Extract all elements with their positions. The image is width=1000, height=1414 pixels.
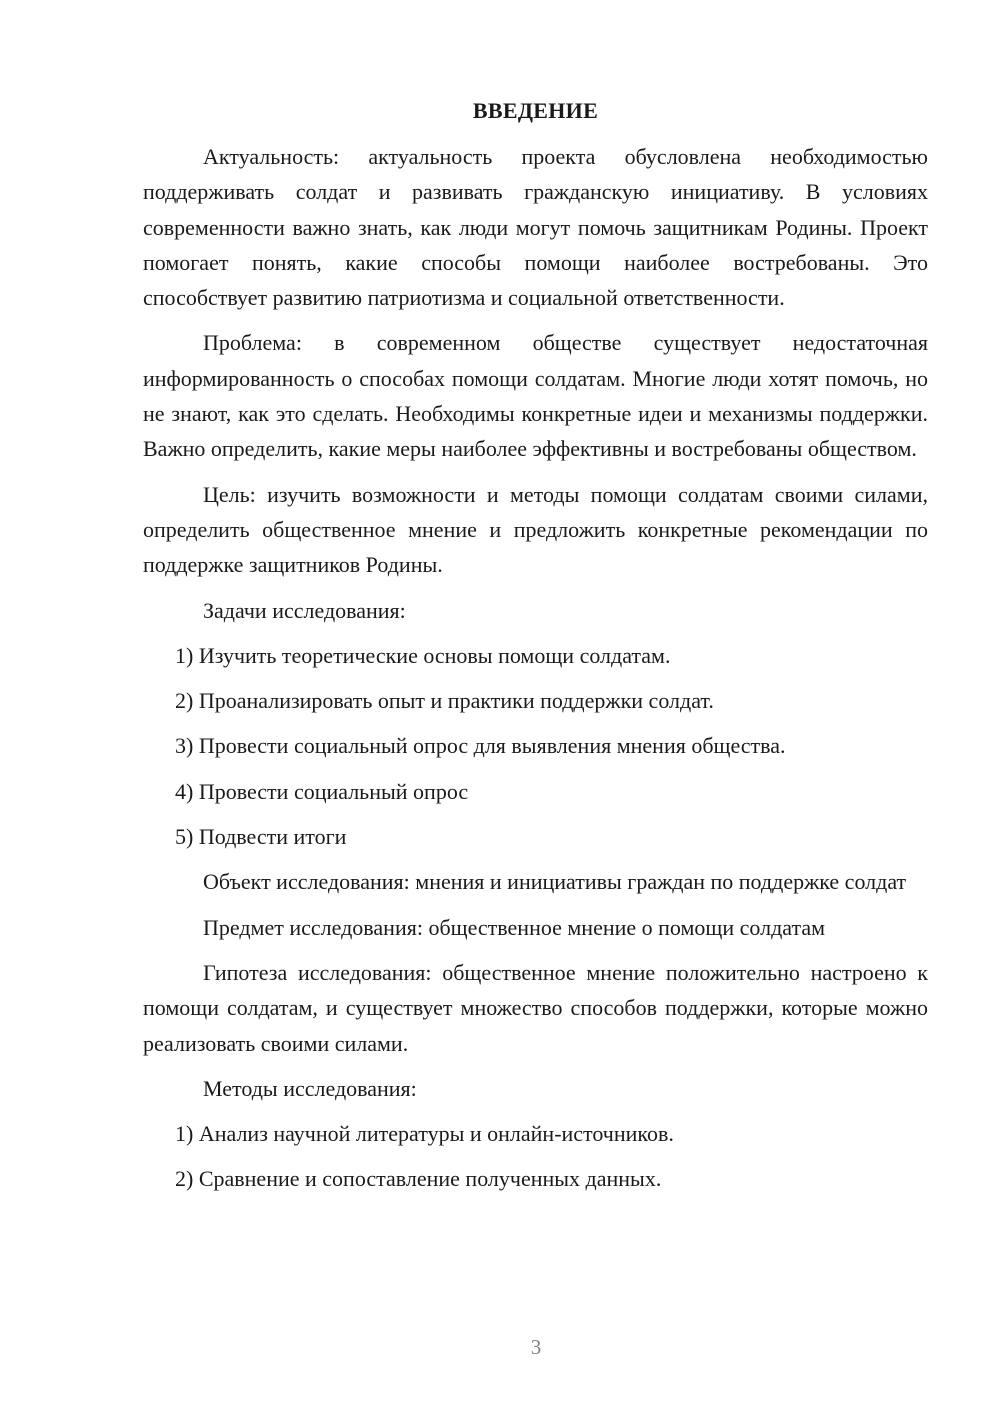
- tasks-heading: Задачи исследования:: [203, 597, 406, 623]
- subject-paragraph: Предмет исследования: общественное мнение о помощи солдатам: [203, 914, 826, 940]
- method-item-2: 2) Сравнение и сопоставление полученных данных.: [175, 1166, 662, 1192]
- page-body: [143, 96, 928, 1207]
- page-number: 3: [530, 1335, 542, 1359]
- section-title: ВВЕДЕНИЕ: [472, 98, 599, 123]
- method-item-1: 1) Анализ научной литературы и онлайн-источников.: [175, 1121, 674, 1147]
- object-paragraph: Объект исследования: мнения и инициативы граждан по поддержке солдат: [203, 869, 907, 895]
- tasks-list: [143, 638, 928, 854]
- methods-list: [143, 1116, 928, 1197]
- relevance-paragraph: Актуальность: актуальность проекта обусловлена необходимостью поддерживать солдат и развивать гражданскую инициативу. В условиях современности важно знать, как люди могут помочь защитникам Родины. Проект помогает понять, какие способы помощи наиболее востребованы. Это способствует развитию патриотизма и социальной ответственности.: [143, 144, 928, 311]
- task-item-2: 2) Проанализировать опыт и практики поддержки солдат.: [175, 688, 714, 714]
- hypothesis-paragraph: Гипотеза исследования: общественное мнение положительно настроено к помощи солдатам, и существует множество способов поддержки, которые можно реализовать своими силами.: [143, 959, 928, 1056]
- goal-paragraph: Цель: изучить возможности и методы помощи солдатам своими силами, определить общественное мнение и предложить конкретные рекомендации по поддержке защитников Родины.: [143, 481, 928, 578]
- task-item-3: 3) Провести социальный опрос для выявления мнения общества.: [175, 733, 786, 759]
- task-item-4: 4) Провести социальный опрос: [175, 778, 469, 804]
- task-item-1: 1) Изучить теоретические основы помощи солдатам.: [175, 642, 671, 668]
- problem-paragraph: Проблема: в современном обществе существует недостаточная информированность о способах помощи солдатам. Многие люди хотят помочь, но не знают, как это сделать. Необходимы конкретные идеи и механизмы поддержки. Важно определить, какие меры наиболее эффективны и востребованы обществом.: [143, 330, 928, 462]
- methods-heading: Методы исследования:: [203, 1075, 417, 1101]
- task-item-5: 5) Подвести итоги: [175, 824, 347, 850]
